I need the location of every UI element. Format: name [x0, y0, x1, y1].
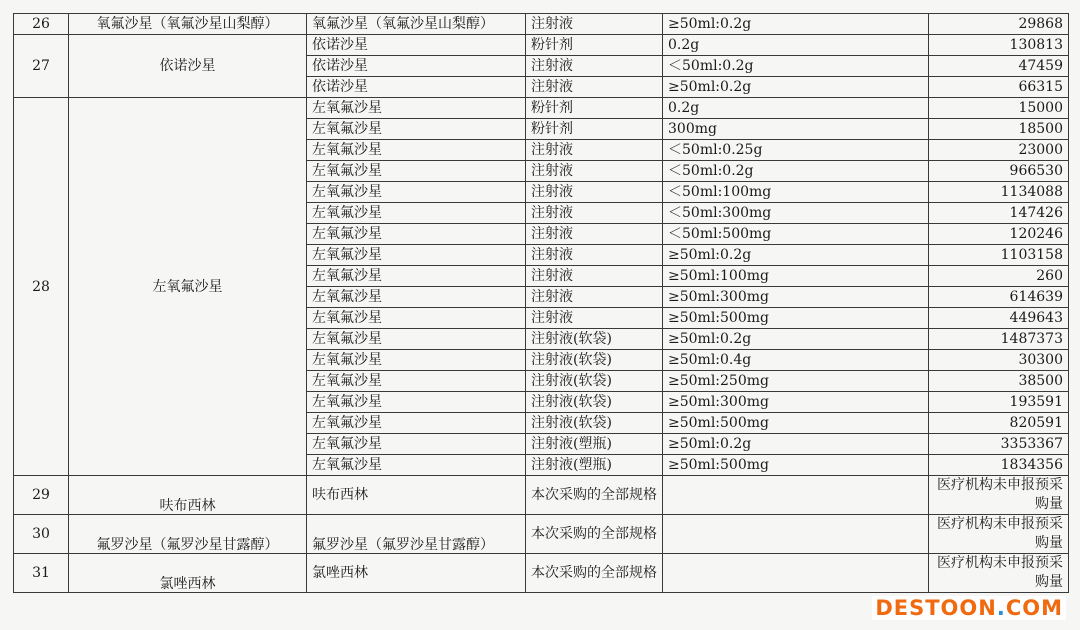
product-name-cell: 左氧氟沙星 — [307, 413, 526, 434]
dosage-form-cell: 注射液(软袋) — [526, 329, 663, 350]
product-name-cell: 氟罗沙星（氟罗沙星甘露醇） — [307, 515, 526, 554]
dosage-form-cell: 粉针剂 — [526, 119, 663, 140]
generic-name-cell: 氟罗沙星（氟罗沙星甘露醇） — [69, 515, 307, 554]
dosage-form-cell: 注射液 — [526, 14, 663, 35]
quantity-cell: 820591 — [929, 413, 1069, 434]
quantity-cell: 47459 — [929, 56, 1069, 77]
product-name-cell: 左氧氟沙星 — [307, 434, 526, 455]
table-body — [14, 14, 1069, 593]
dosage-form-cell: 注射液 — [526, 182, 663, 203]
quantity-cell: 449643 — [929, 308, 1069, 329]
quantity-cell: 120246 — [929, 224, 1069, 245]
specification-cell: ＜50ml:500mg — [663, 224, 929, 245]
product-name-cell: 左氧氟沙星 — [307, 329, 526, 350]
specification-cell: ≥50ml:300mg — [663, 392, 929, 413]
quantity-cell: 966530 — [929, 161, 1069, 182]
product-name-cell: 左氧氟沙星 — [307, 371, 526, 392]
dosage-form-cell: 注射液(软袋) — [526, 371, 663, 392]
product-name-cell: 依诺沙星 — [307, 77, 526, 98]
specification-cell: ＜50ml:0.25g — [663, 140, 929, 161]
table-row — [14, 14, 1069, 35]
quantity-cell: 38500 — [929, 371, 1069, 392]
specification-cell: ＜50ml:0.2g — [663, 56, 929, 77]
quantity-cell: 193591 — [929, 392, 1069, 413]
product-name-cell: 左氧氟沙星 — [307, 98, 526, 119]
quantity-cell: 医疗机构未申报预采购量 — [929, 554, 1069, 593]
watermark-logo: DESTOON.COM — [872, 596, 1066, 620]
dosage-form-cell: 注射液(软袋) — [526, 413, 663, 434]
dosage-form-cell: 注射液 — [526, 203, 663, 224]
product-name-cell: 左氧氟沙星 — [307, 392, 526, 413]
dosage-form-cell: 注射液 — [526, 56, 663, 77]
product-name-cell: 左氧氟沙星 — [307, 308, 526, 329]
dosage-form-cell: 本次采购的全部规格 — [526, 476, 663, 515]
row-number-cell: 29 — [14, 476, 69, 515]
specification-cell: ＜50ml:100mg — [663, 182, 929, 203]
product-name-cell: 左氧氟沙星 — [307, 161, 526, 182]
specification-cell — [663, 554, 929, 593]
specification-cell: 0.2g — [663, 35, 929, 56]
specification-cell: ≥50ml:0.2g — [663, 434, 929, 455]
dosage-form-cell: 本次采购的全部规格 — [526, 515, 663, 554]
quantity-cell: 260 — [929, 266, 1069, 287]
dosage-form-cell: 注射液(软袋) — [526, 392, 663, 413]
row-number-cell: 26 — [14, 14, 69, 35]
product-name-cell: 左氧氟沙星 — [307, 455, 526, 476]
product-name-cell: 左氧氟沙星 — [307, 245, 526, 266]
quantity-cell: 130813 — [929, 35, 1069, 56]
quantity-cell: 1103158 — [929, 245, 1069, 266]
specification-cell: 300mg — [663, 119, 929, 140]
specification-cell: ≥50ml:0.2g — [663, 14, 929, 35]
table-row — [14, 35, 1069, 56]
product-name-cell: 氧氟沙星（氧氟沙星山梨醇） — [307, 14, 526, 35]
quantity-cell: 18500 — [929, 119, 1069, 140]
generic-name-cell: 依诺沙星 — [69, 35, 307, 98]
row-number-cell: 30 — [14, 515, 69, 554]
specification-cell: ≥50ml:500mg — [663, 455, 929, 476]
row-number-cell: 31 — [14, 554, 69, 593]
quantity-cell: 66315 — [929, 77, 1069, 98]
specification-cell: ≥50ml:500mg — [663, 413, 929, 434]
specification-cell: 0.2g — [663, 98, 929, 119]
dosage-form-cell: 注射液(塑瓶) — [526, 455, 663, 476]
procurement-table — [13, 13, 1069, 593]
specification-cell: ≥50ml:0.4g — [663, 350, 929, 371]
product-name-cell: 左氧氟沙星 — [307, 182, 526, 203]
row-number-cell: 27 — [14, 35, 69, 98]
quantity-cell: 15000 — [929, 98, 1069, 119]
product-name-cell: 氯唑西林 — [307, 554, 526, 593]
product-name-cell: 依诺沙星 — [307, 56, 526, 77]
quantity-cell: 147426 — [929, 203, 1069, 224]
specification-cell: ＜50ml:0.2g — [663, 161, 929, 182]
generic-name-cell: 氯唑西林 — [69, 554, 307, 593]
quantity-cell: 614639 — [929, 287, 1069, 308]
table-row — [14, 515, 1069, 554]
specification-cell: ≥50ml:500mg — [663, 308, 929, 329]
quantity-cell: 1487373 — [929, 329, 1069, 350]
table-row — [14, 554, 1069, 593]
dosage-form-cell: 注射液(软袋) — [526, 350, 663, 371]
dosage-form-cell: 注射液 — [526, 224, 663, 245]
specification-cell — [663, 515, 929, 554]
specification-cell: ＜50ml:300mg — [663, 203, 929, 224]
row-number-cell: 28 — [14, 98, 69, 476]
product-name-cell: 左氧氟沙星 — [307, 203, 526, 224]
dosage-form-cell: 粉针剂 — [526, 35, 663, 56]
generic-name-cell: 左氧氟沙星 — [69, 98, 307, 476]
specification-cell: ≥50ml:0.2g — [663, 77, 929, 98]
generic-name-cell: 呋布西林 — [69, 476, 307, 515]
dosage-form-cell: 注射液 — [526, 245, 663, 266]
dosage-form-cell: 粉针剂 — [526, 98, 663, 119]
quantity-cell: 医疗机构未申报预采购量 — [929, 476, 1069, 515]
quantity-cell: 医疗机构未申报预采购量 — [929, 515, 1069, 554]
quantity-cell: 1134088 — [929, 182, 1069, 203]
product-name-cell: 左氧氟沙星 — [307, 224, 526, 245]
dosage-form-cell: 注射液 — [526, 266, 663, 287]
product-name-cell: 左氧氟沙星 — [307, 350, 526, 371]
product-name-cell: 左氧氟沙星 — [307, 266, 526, 287]
specification-cell: ≥50ml:100mg — [663, 266, 929, 287]
quantity-cell: 30300 — [929, 350, 1069, 371]
quantity-cell: 1834356 — [929, 455, 1069, 476]
quantity-cell: 23000 — [929, 140, 1069, 161]
dosage-form-cell: 注射液 — [526, 161, 663, 182]
dosage-form-cell: 注射液(塑瓶) — [526, 434, 663, 455]
product-name-cell: 依诺沙星 — [307, 35, 526, 56]
generic-name-cell: 氧氟沙星（氧氟沙星山梨醇） — [69, 14, 307, 35]
quantity-cell: 29868 — [929, 14, 1069, 35]
dosage-form-cell: 本次采购的全部规格 — [526, 554, 663, 593]
product-name-cell: 左氧氟沙星 — [307, 140, 526, 161]
specification-cell — [663, 476, 929, 515]
table-row — [14, 98, 1069, 119]
specification-cell: ≥50ml:300mg — [663, 287, 929, 308]
dosage-form-cell: 注射液 — [526, 308, 663, 329]
table-row — [14, 476, 1069, 515]
product-name-cell: 左氧氟沙星 — [307, 119, 526, 140]
product-name-cell: 呋布西林 — [307, 476, 526, 515]
specification-cell: ≥50ml:250mg — [663, 371, 929, 392]
specification-cell: ≥50ml:0.2g — [663, 329, 929, 350]
dosage-form-cell: 注射液 — [526, 77, 663, 98]
specification-cell: ≥50ml:0.2g — [663, 245, 929, 266]
product-name-cell: 左氧氟沙星 — [307, 287, 526, 308]
dosage-form-cell: 注射液 — [526, 287, 663, 308]
quantity-cell: 3353367 — [929, 434, 1069, 455]
dosage-form-cell: 注射液 — [526, 140, 663, 161]
